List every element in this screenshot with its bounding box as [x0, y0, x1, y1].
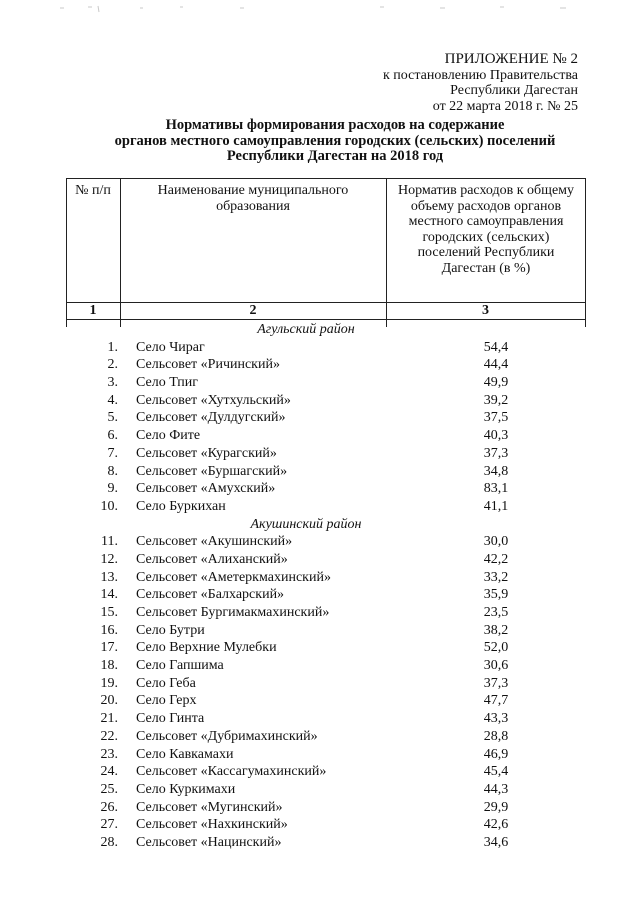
row-number: 25.: [100, 781, 118, 797]
table-row: [66, 551, 586, 569]
table-row: [66, 463, 586, 481]
col-number-1: 1: [89, 303, 97, 318]
municipality-name: Сельсовет «Хутхульский»: [136, 392, 291, 408]
municipality-name: Сельсовет Бургимакмахинский»: [136, 605, 330, 620]
row-number: 24.: [100, 764, 118, 780]
norm-value: 29,9: [483, 799, 509, 815]
table-row: [66, 799, 586, 817]
row-number: 27.: [100, 817, 118, 833]
row-number: 5.: [107, 410, 118, 426]
table-row: [66, 339, 586, 357]
table-row: [66, 816, 586, 834]
norm-value: 44,4: [483, 357, 509, 373]
municipality-name: Сельсовет «Алиханский»: [136, 551, 288, 567]
table-row: [66, 763, 586, 781]
row-number: 10.: [100, 498, 118, 514]
municipality-name: Сельсовет «Дулдугский»: [136, 410, 286, 426]
row-number: 18.: [100, 658, 118, 674]
norm-value: 30,6: [483, 658, 509, 674]
table-row: [66, 746, 586, 764]
norm-value: 43,3: [483, 711, 509, 727]
row-number: 2.: [107, 357, 118, 373]
norm-value: 41,1: [483, 498, 509, 514]
header-col-name: Наименование муниципального образования: [157, 183, 349, 214]
table-row: [66, 586, 586, 604]
appendix-line-1: к постановлению Правительства: [382, 67, 578, 83]
table-numbers-bottom: [66, 319, 586, 320]
table-row: [66, 622, 586, 640]
norm-value: 28,8: [483, 728, 509, 744]
district-name: Агульский район: [257, 322, 355, 337]
row-number: 14.: [100, 587, 118, 603]
norm-value: 39,2: [483, 392, 509, 408]
table-border-right: [585, 179, 586, 327]
district-name: Акушинский район: [250, 516, 362, 532]
table-body: [66, 321, 586, 852]
municipality-name: Сельсовет «Акушинский»: [136, 534, 293, 550]
table-row: [66, 374, 586, 392]
municipality-name: Сельсовет «Нацинский»: [136, 834, 282, 850]
table-row: [66, 427, 586, 445]
municipality-name: Сельсовет «Аметеркмахинский»: [136, 569, 331, 585]
table-row: [66, 834, 586, 852]
table-row: [66, 657, 586, 675]
row-number: 11.: [101, 534, 118, 550]
municipality-name: Село Буркихан: [136, 498, 226, 514]
table-row: [66, 480, 586, 498]
table-row: [66, 409, 586, 427]
table-row: [66, 392, 586, 410]
row-number: 26.: [100, 799, 118, 815]
district-heading: [66, 321, 586, 339]
norm-value: 42,2: [483, 551, 509, 567]
district-heading: [66, 516, 586, 534]
municipality-name: Село Гапшима: [136, 658, 224, 674]
header-col-norm: Норматив расходов к общему объему расходов органов местного самоуправления городских (сельских) поселений Республики Дагестан (в %): [397, 183, 575, 276]
norm-value: 34,6: [483, 834, 509, 850]
table-row: [66, 569, 586, 587]
municipality-name: Сельсовет «Ричинский»: [136, 357, 280, 373]
municipality-name: Сельсовет «Мугинский»: [136, 799, 283, 815]
norm-value: 38,2: [483, 622, 509, 638]
table-row: [66, 604, 586, 622]
norm-value: 37,5: [483, 410, 509, 426]
row-number: 16.: [100, 622, 118, 638]
row-number: 3.: [107, 375, 118, 391]
norm-value: 47,7: [483, 693, 509, 709]
col-number-3: 3: [482, 303, 489, 318]
title-line-3: Республики Дагестан на 2018 год: [226, 148, 444, 164]
table-row: [66, 710, 586, 728]
title-line-2: органов местного самоуправления городских (сельских) поселений: [114, 132, 556, 149]
appendix-header: [338, 52, 578, 114]
municipality-name: Сельсовет «Кассагумахинский»: [136, 764, 327, 780]
appendix-line-2: Республики Дагестан: [450, 83, 578, 98]
table-row: [66, 692, 586, 710]
municipality-name: Село Чираг: [136, 339, 205, 355]
norm-value: 40,3: [483, 428, 509, 444]
norm-value: 30,0: [483, 534, 509, 550]
table-row: [66, 445, 586, 463]
scan-noise: [0, 0, 640, 20]
norm-value: 49,9: [483, 375, 509, 391]
header-col-number: № п/п: [75, 183, 111, 198]
municipality-name: Сельсовет «Балхарский»: [136, 587, 285, 603]
norm-value: 44,3: [483, 781, 509, 797]
municipality-name: Сельсовет «Амухский»: [136, 481, 276, 497]
row-number: 20.: [100, 693, 118, 709]
norm-value: 45,4: [483, 764, 509, 780]
row-number: 1.: [107, 339, 118, 355]
municipality-name: Сельсовет «Дубримахинский»: [136, 728, 318, 744]
municipality-name: Село Геба: [136, 675, 196, 691]
col-number-2: 2: [249, 303, 257, 318]
title-line-1: Нормативы формирования расходов на содержание: [165, 117, 505, 133]
norm-value: 54,4: [483, 339, 509, 355]
municipality-name: Село Верхние Мулебки: [136, 640, 277, 656]
norm-value: 42,6: [483, 817, 509, 833]
appendix-line-3: от 22 марта 2018 г. № 25: [432, 98, 578, 114]
norm-value: 37,3: [483, 445, 509, 461]
row-number: 19.: [100, 675, 118, 691]
row-number: 7.: [107, 445, 118, 461]
appendix-title: ПРИЛОЖЕНИЕ № 2: [444, 51, 578, 67]
row-number: 9.: [107, 481, 118, 497]
row-number: 23.: [100, 746, 118, 762]
norm-value: 33,2: [483, 569, 509, 585]
row-number: 12.: [100, 551, 118, 567]
municipality-name: Село Бутри: [136, 622, 205, 638]
table-row: [66, 639, 586, 657]
row-number: 28.: [100, 834, 118, 850]
norm-value: 35,9: [483, 587, 509, 603]
norm-value: 23,5: [483, 605, 509, 620]
municipality-name: Село Куркимахи: [136, 781, 236, 797]
municipality-name: Село Тпиг: [136, 375, 198, 391]
municipality-name: Село Фите: [136, 428, 201, 444]
document-title: [95, 118, 575, 165]
row-number: 4.: [107, 392, 118, 408]
municipality-name: Сельсовет «Курагский»: [136, 445, 277, 461]
norm-value: 52,0: [483, 640, 509, 656]
table-row: [66, 728, 586, 746]
norm-value: 34,8: [483, 463, 509, 479]
table-row: [66, 498, 586, 516]
table-row: [66, 781, 586, 799]
norm-value: 46,9: [483, 746, 509, 762]
row-number: 6.: [107, 428, 118, 444]
municipality-name: Село Герх: [136, 693, 197, 709]
norm-value: 37,3: [483, 675, 509, 691]
row-number: 21.: [100, 711, 118, 727]
row-number: 8.: [107, 463, 118, 479]
municipality-name: Сельсовет «Буршагский»: [136, 463, 288, 479]
table-row: [66, 533, 586, 551]
municipality-name: Сельсовет «Нахкинский»: [136, 817, 288, 833]
table-row: [66, 356, 586, 374]
row-number: 13.: [100, 569, 118, 585]
norm-value: 83,1: [483, 481, 509, 497]
table-row: [66, 675, 586, 693]
municipality-name: Село Кавкамахи: [136, 746, 234, 762]
municipality-name: Село Гинта: [136, 711, 205, 727]
row-number: 22.: [100, 728, 118, 744]
row-number: 17.: [100, 640, 118, 656]
table-header: [66, 178, 586, 327]
row-number: 15.: [100, 605, 118, 620]
